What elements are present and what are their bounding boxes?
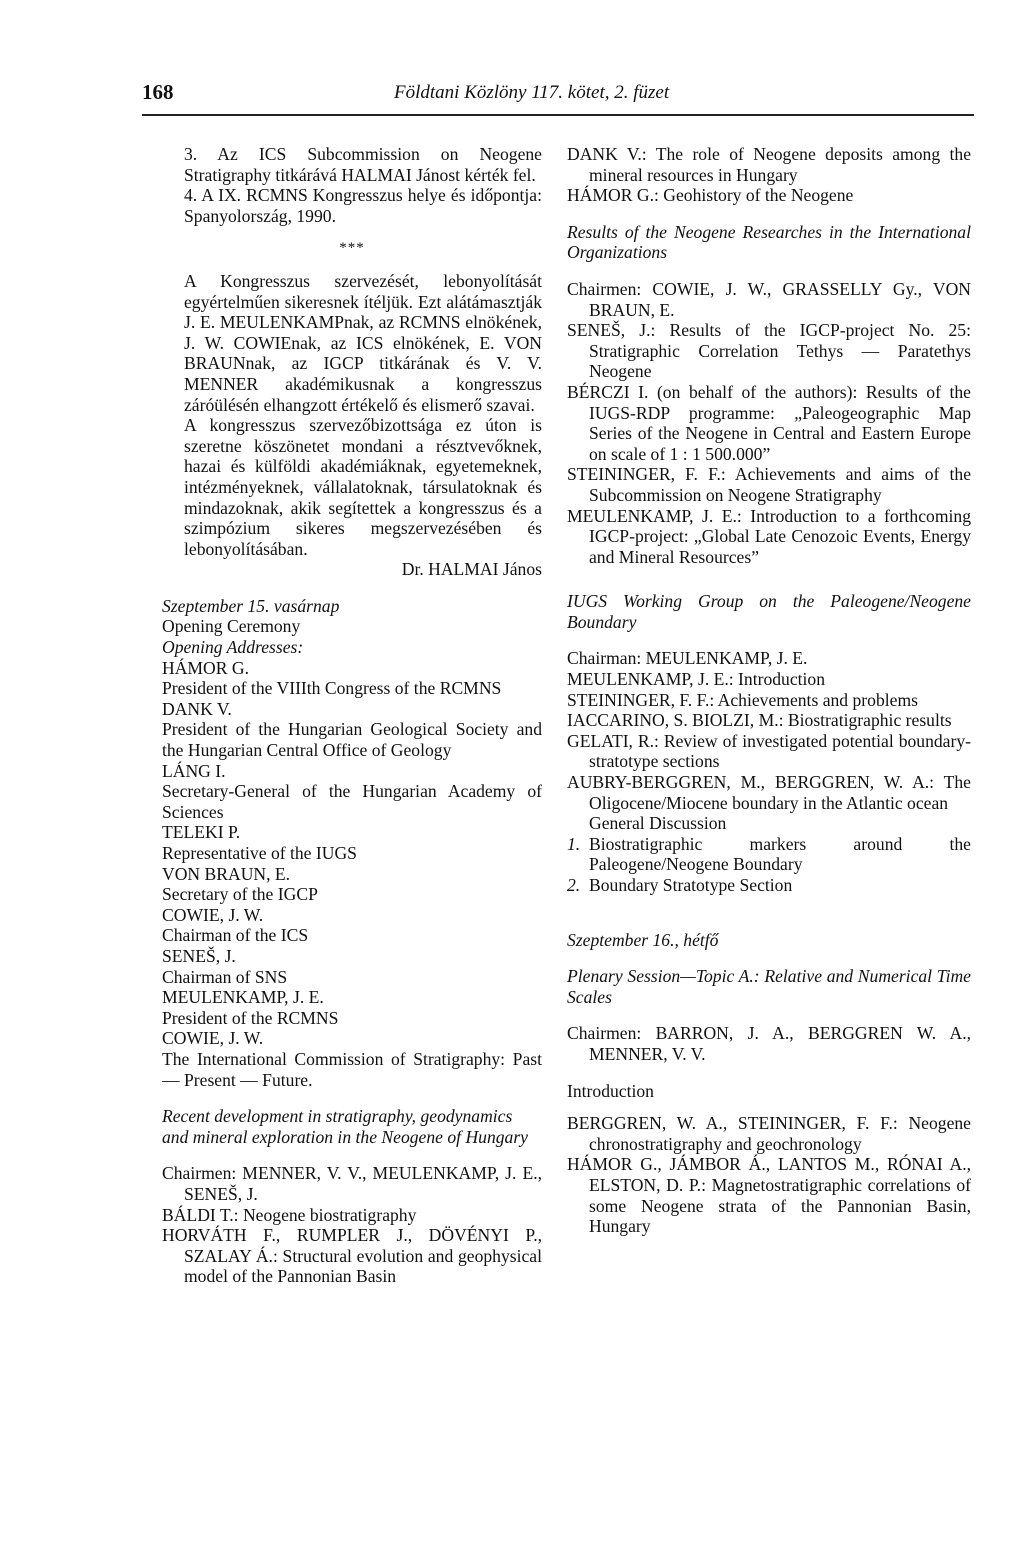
signature: Dr. HALMAI János <box>401 559 542 580</box>
paragraph-1: A Kongresszus szervezését, lebonyolítását egyértelműen sikeresnek ítéljük. Ezt alátámasztják J. E. MEULENKAMPnak, az RCMNS elnökének, J. W. COWIEnak, az ICS elnökének, E. VON BRAUNnak, az IGCP titkárának és V. V. MENNER akadémikusnak a kongresszus záróülésén elhangzott értékelő és elismerő szavai. <box>184 270 542 415</box>
session-title-iugs: IUGS Working Group on the Paleogene/Neogene Boundary <box>567 591 971 632</box>
opening-line: MEULENKAMP, J. E. <box>162 987 324 1008</box>
session-title-recent: Recent development in stratigraphy, geodynamics and mineral exploration in the Neogene of Hungary <box>162 1106 528 1147</box>
opening-line: President of the VIIIth Congress of the RCMNS <box>162 678 502 699</box>
item-number: 2. <box>567 875 581 895</box>
opening-line: Chairman of the ICS <box>162 925 309 946</box>
opening-line: TELEKI P. <box>162 822 241 843</box>
opening-line: Secretary of the IGCP <box>162 884 318 905</box>
right-column <box>567 144 971 1237</box>
running-header <box>142 80 974 112</box>
opening-line: COWIE, J. W. <box>162 1028 264 1049</box>
list-item: Chairman: MEULENKAMP, J. E. <box>567 648 808 669</box>
list-item: STEININGER, F. F.: Achievements and aims of the Subcommission on Neogene Stratigraphy <box>567 464 971 505</box>
list-item: SENEŠ, J.: Results of the IGCP-project No. 25: Stratigraphic Correlation Tethys — Paratethys Neogene <box>567 320 971 382</box>
list-item: HÁMOR G.: Geohistory of the Neogene <box>567 185 854 206</box>
opening-line: DANK V. <box>162 698 232 719</box>
item-text: Biostratigraphic markers around the Paleogene/Neogene Boundary <box>589 833 971 875</box>
list-item: AUBRY-BERGGREN, M., BERGGREN, W. A.: The Oligocene/Miocene boundary in the Atlantic ocean <box>567 772 971 813</box>
date-heading-2: Szeptember 16., hétfő <box>567 929 719 950</box>
session-title-results: Results of the Neogene Researches in the International Organizations <box>567 221 971 263</box>
opening-line: President of the Hungarian Geological Society and the Hungarian Central Office of Geology <box>162 719 542 761</box>
list-item: HÁMOR G., JÁMBOR Á., LANTOS M., RÓNAI A., ELSTON, D. P.: Magnetostratigraphic correlations of some Neogene strata of the Pannonian Basin, Hungary <box>567 1154 971 1237</box>
list-item: MEULENKAMP, J. E.: Introduction <box>567 669 826 690</box>
date-heading-1: Szeptember 15. vasárnap <box>162 595 340 616</box>
introduction-heading: Introduction <box>567 1080 654 1101</box>
session-title-plenary: Plenary Session—Topic A.: Relative and Numerical Time Scales <box>567 966 971 1007</box>
opening-line: LÁNG I. <box>162 760 226 781</box>
list-item: DANK V.: The role of Neogene deposits among the mineral resources in Hungary <box>567 144 971 185</box>
list-item: Chairmen: COWIE, J. W., GRASSELLY Gy., VON BRAUN, E. <box>567 278 971 320</box>
numbered-item <box>567 875 971 896</box>
left-column <box>162 144 542 1287</box>
plenary-list <box>567 1113 971 1237</box>
item-3: 3. Az ICS Subcommission on Neogene Stratigraphy titkárává HALMAI Jánost kérték fel. <box>184 144 542 185</box>
list-item: BERGGREN, W. A., STEININGER, F. F.: Neogene chronostratigraphy and geochronology <box>567 1113 971 1154</box>
opening-line: Secretary-General of the Hungarian Academy of Sciences <box>162 781 542 822</box>
list-item: BÉRCZI I. (on behalf of the authors): Results of the IUGS-RDP programme: „Paleogeographic Map Series of the Neogene in Central and Eastern Europe on scale of 1 : 1 500.000” <box>567 381 971 464</box>
list-item: GELATI, R.: Review of investigated potential boundary-stratotype sections <box>567 730 971 772</box>
opening-line: COWIE, J. W. <box>162 904 264 925</box>
list-item: HORVÁTH F., RUMPLER J., DÖVÉNYI P., SZALAY Á.: Structural evolution and geophysical model of the Pannonian Basin <box>162 1225 542 1287</box>
paragraph-2: A kongresszus szervezőbizottsága ez úton is szeretne köszönetet mondani a résztvevőknek, hazai és külföldi akadémiáknak, egyetemeknek, intézményeknek, vállalatoknak, társulatoknak és mindazoknak, akik segítettek a kongresszus és a szimpózium sikeres megszervezésében és lebonyolításában. <box>184 415 542 559</box>
opening-line: HÁMOR G. <box>162 657 249 678</box>
item-text: Boundary Stratotype Section <box>589 875 793 895</box>
numbered-item <box>567 834 971 875</box>
opening-line: The International Commission of Stratigraphy: Past — Present — Future. <box>162 1048 542 1090</box>
list-item: BÁLDI T.: Neogene biostratigraphy <box>162 1204 417 1225</box>
header-rule <box>142 114 974 116</box>
opening-line: SENEŠ, J. <box>162 945 236 966</box>
top-list <box>567 144 971 206</box>
opening-line: Representative of the IUGS <box>162 843 357 863</box>
page-number: 168 <box>142 80 174 104</box>
opening-line: Opening Ceremony <box>162 616 301 637</box>
item-4: 4. A IX. RCMNS Kongresszus helye és időpontja: Spanyolország, 1990. <box>184 185 542 226</box>
opening-list <box>162 616 542 1090</box>
list-item: Chairmen: MENNER, V. V., MEULENKAMP, J. E., SENEŠ, J. <box>162 1163 542 1204</box>
iugs-list <box>567 648 971 895</box>
opening-line: VON BRAUN, E. <box>162 863 291 884</box>
journal-title: Földtani Közlöny 117. kötet, 2. füzet <box>394 82 670 103</box>
opening-line: Opening Addresses: <box>162 637 304 658</box>
opening-line: Chairman of SNS <box>162 966 288 987</box>
item-number: 1. <box>567 833 581 854</box>
opening-line: President of the RCMNS <box>162 1007 339 1028</box>
list-item: General Discussion <box>589 813 727 834</box>
list-item: MEULENKAMP, J. E.: Introduction to a forthcoming IGCP-project: „Global Late Cenozoic Events, Energy and Mineral Resources” <box>567 505 971 567</box>
recent-list <box>162 1163 542 1287</box>
list-item: IACCARINO, S. BIOLZI, M.: Biostratigraphic results <box>567 710 952 731</box>
results-list <box>567 279 971 567</box>
section-divider: *** <box>339 240 365 257</box>
list-item: STEININGER, F. F.: Achievements and problems <box>567 689 918 710</box>
plenary-chairmen: Chairmen: BARRON, J. A., BERGGREN W. A., MENNER, V. V. <box>567 1023 971 1064</box>
